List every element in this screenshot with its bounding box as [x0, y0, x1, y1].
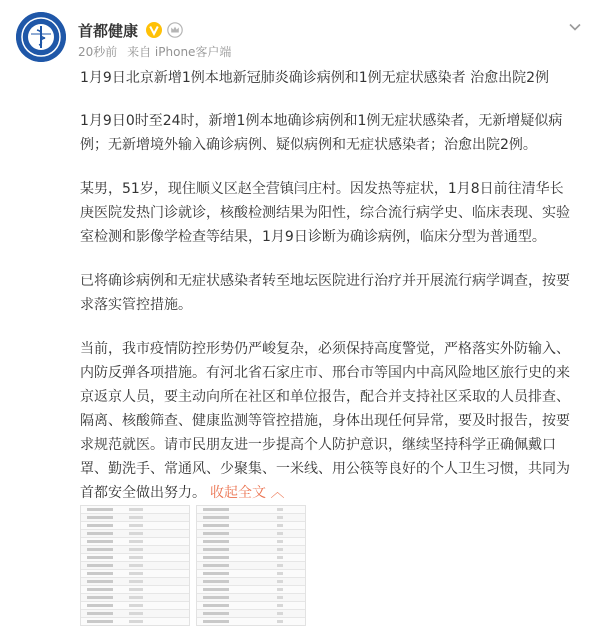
post-paragraph-text: 当前，我市疫情防控形势仍严峻复杂，必须保持高度警觉，严格落实外防输入、内防反弹各项措施。有河北省石家庄市、邢台市等国内中高风险地区旅行史的来京返京人员，要主动向所在社区和单位报告，配合并支持社区采取的人员排查、隔离、核酸筛查、健康监测等管控措施，身体出现任何异常，要及时报告，按要求规范就医。请市民朋友进一步提高个人防护意识，继续坚持科学正确佩戴口罩、勤洗手、常通风、少聚集、一米线、用公筷等良好的个人卫生习惯，共同为首都安全做出努力。: [80, 341, 570, 501]
post-source: 来自 iPhone客户端: [127, 45, 232, 59]
chevron-up-icon: ︿: [270, 485, 285, 501]
post-time[interactable]: 20秒前: [78, 45, 118, 59]
post-image-thumbnail[interactable]: [80, 505, 190, 626]
post-paragraph-last: [80, 337, 572, 505]
avatar[interactable]: [16, 12, 66, 62]
collapse-label: 收起全文: [210, 485, 266, 501]
collapse-button[interactable]: [210, 485, 284, 501]
crown-icon: [167, 22, 183, 38]
post-header: [16, 10, 586, 66]
post-meta: [78, 43, 237, 60]
verified-icon: [146, 22, 162, 38]
chevron-down-icon[interactable]: [568, 20, 582, 34]
post-paragraph: 1月9日0时至24时，新增1例本地确诊病例和1例无症状感染者，无新增疑似病例；无新增境外输入确诊病例、疑似病例和无症状感染者；治愈出院2例。: [80, 113, 563, 153]
post-image-thumbnail[interactable]: [196, 505, 306, 626]
author-name[interactable]: 首都健康: [78, 21, 139, 40]
health-commission-logo-icon: [16, 12, 66, 62]
post-paragraph: 已将确诊病例和无症状感染者转至地坛医院进行治疗并开展流行病学调查，按要求落实管控措施。: [80, 273, 570, 313]
post-headline: 1月9日北京新增1例本地新冠肺炎确诊病例和1例无症状感染者 治愈出院2例: [80, 70, 549, 86]
post-body: [80, 66, 572, 525]
post-paragraph: 某男，51岁，现住顺义区赵全营镇闫庄村。因发热等症状，1月8日前往清华长庚医院发热门诊就诊，核酸检测结果为阳性，综合流行病学史、临床表现、实验室检测和影像学检查等结果，1月9日诊断为确诊病例，临床分型为普通型。: [80, 181, 570, 245]
